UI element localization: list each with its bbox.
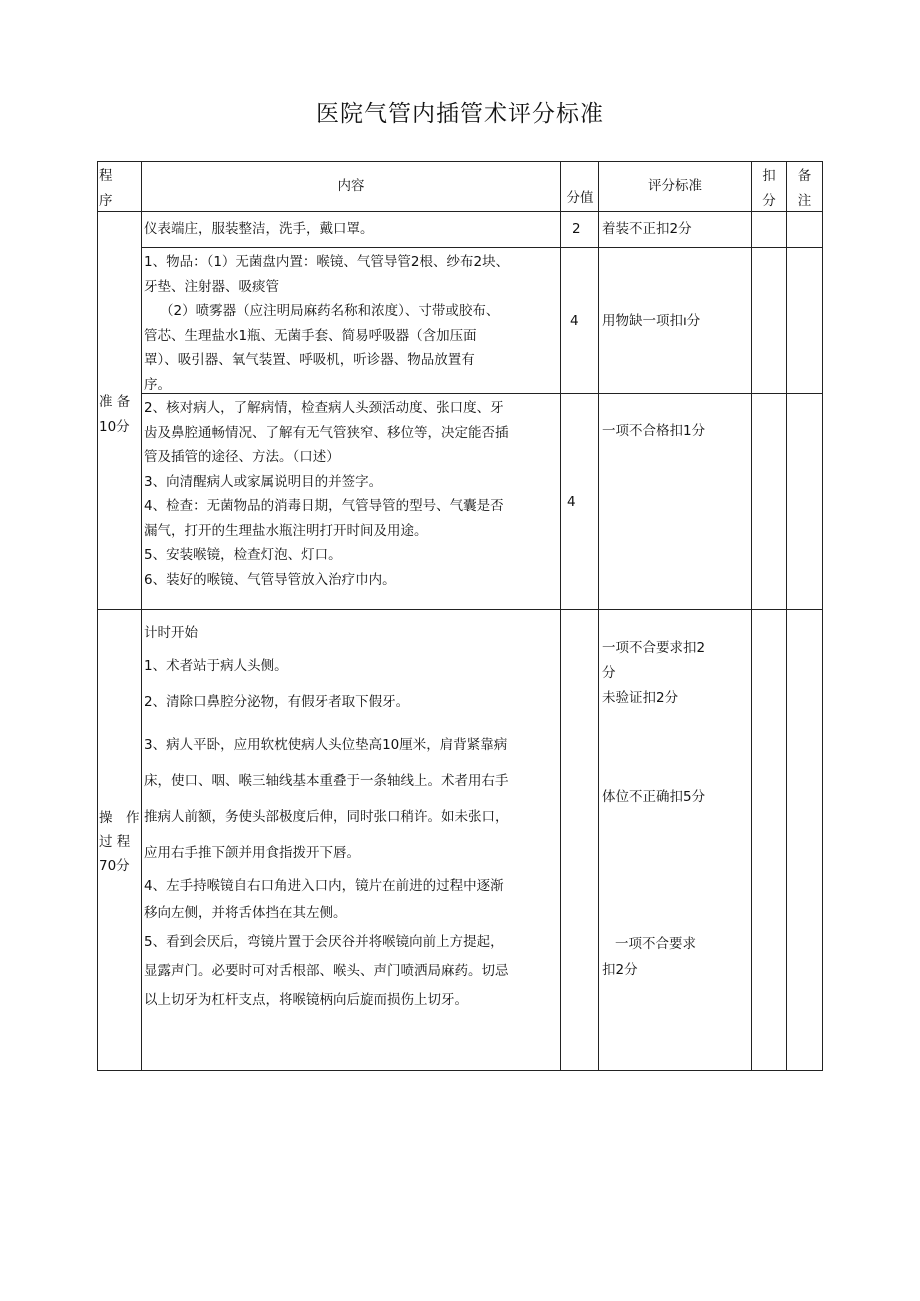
header-content: 内容: [337, 178, 365, 194]
op-start: 计时开始: [144, 625, 198, 641]
header-step: 程 序: [99, 168, 113, 209]
op-step1: 1、术者站于病人头侧。: [144, 658, 288, 674]
op-step5: 5、看到会厌后，弯镜片置于会厌谷并将喉镜向前上方提起， 显露声门。必要时可对舌根部、喉头、声门喷洒局麻药。切忌 以上切牙为杠杆支点，将喉镜柄向后旋而损伤上切牙。: [144, 934, 509, 1008]
op-step2: 2、清除口鼻腔分泌物，有假牙者取下假牙。: [144, 694, 410, 710]
op-criteria-1: 一项不合要求扣2 分: [602, 640, 706, 681]
prep-row2-score: 4: [570, 313, 579, 329]
op-step3: 3、病人平卧，应用软枕使病人头位垫高10厘米，肩背紧靠病 床，使口、咽、喉三轴线基本重叠于一条轴线上。术者用右手 推病人前额，务使头部极度后伸，同时张口稍许。如未张口， 应用右手推下颌并用食指拨开下唇。: [144, 737, 509, 861]
page-title: 医院气管内插管术评分标准: [316, 101, 604, 127]
prep-row2-content: 1、物品：（1）无菌盘内置：喉镜、气管导管2根、纱布2块、 牙垫、注射器、吸痰管 （2）喷雾器（应注明局麻药名称和浓度）、寸带或胶布、 管芯、生理盐水1瓶、无菌手套、简易呼吸器（含加压面 罩）、吸引器、氧气装置、呼吸机，听诊器、物品放置有 序。: [144, 254, 510, 393]
op-criteria-2: 未验证扣2分: [602, 690, 679, 706]
prep-row3-criteria: 一项不合格扣1分: [602, 423, 706, 439]
op-step4: 4、左手持喉镜自右口角进入口内，镜片在前进的过程中逐渐 移向左侧，并将舌体挡在其左侧。: [144, 878, 504, 921]
header-remark: 备 注: [797, 168, 812, 209]
op-criteria-4: 一项不合要求 扣2分: [602, 936, 696, 978]
section-label-prep: 准 备 10分: [99, 394, 131, 435]
prep-row3-content: 2、核对病人，了解病情，检查病人头颈活动度、张口度、牙 齿及鼻腔通畅情况、了解有无气管狭窄、移位等，决定能否插 管及插管的途径、方法。（口述） 3、向清醒病人或家属说明目的并签字。 4、检查：无菌物品的消毒日期，气管导管的型号、气囊是否 漏气，打开的生理盐水瓶注明打开时间及用途。 5、安装喉镜，检查灯泡、灯口。 6、装好的喉镜、气管导管放入治疗巾内。: [144, 400, 509, 588]
prep-row1-criteria: 着装不正扣2分: [602, 221, 692, 237]
prep-row1-content: 仪表端庄，服装整洁，洗手，戴口罩。: [144, 221, 374, 237]
section-label-op: 操 作 过 程 70分: [99, 810, 140, 874]
prep-row2-criteria: 用物缺一项扣ı分: [602, 313, 701, 329]
prep-row3-score: 4: [567, 494, 576, 510]
op-criteria-3: 体位不正确扣5分: [602, 789, 706, 805]
header-deduct: 扣 分: [762, 168, 776, 209]
prep-row1-score: 2: [572, 221, 581, 237]
header-criteria: 评分标准: [648, 178, 702, 194]
header-score: 分值: [566, 190, 594, 206]
